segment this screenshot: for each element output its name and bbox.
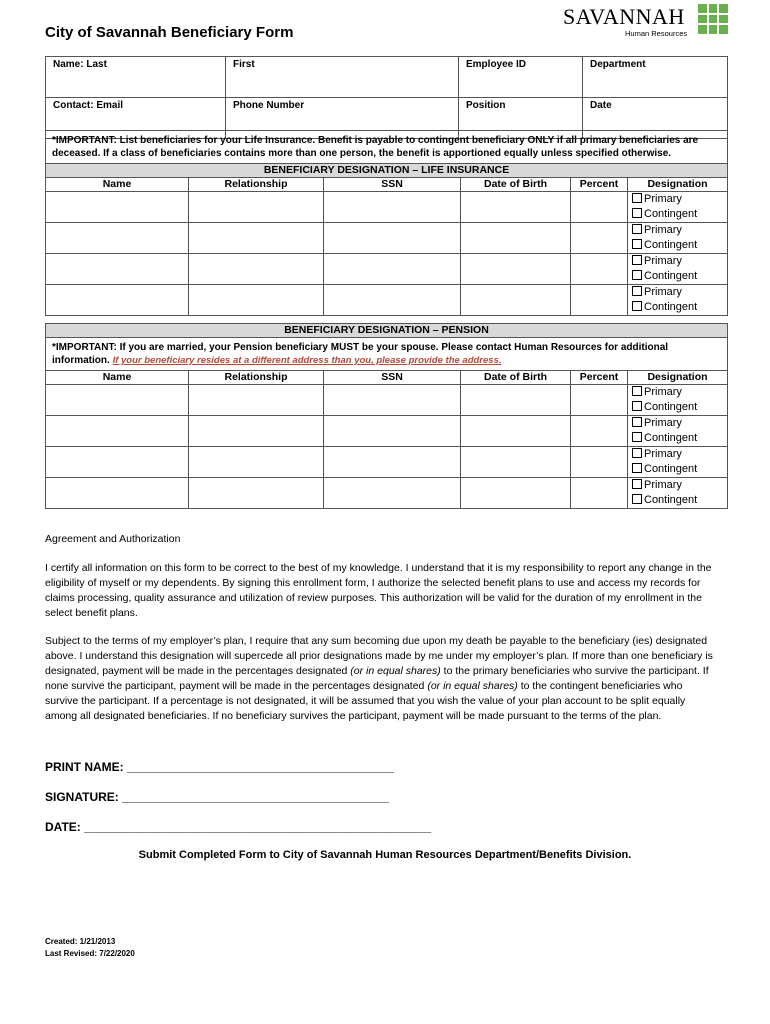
primary-option[interactable]: Primary: [632, 223, 727, 238]
percent-cell[interactable]: [571, 447, 628, 478]
dob-cell[interactable]: [461, 223, 571, 254]
relationship-cell[interactable]: [189, 285, 324, 316]
beneficiary-row: [46, 223, 728, 254]
email-field[interactable]: Contact: Email: [46, 98, 226, 139]
checkbox-icon[interactable]: [632, 417, 642, 427]
checkbox-icon[interactable]: [632, 193, 642, 203]
checkbox-icon[interactable]: [632, 239, 642, 249]
primary-option[interactable]: Primary: [632, 254, 727, 269]
signature-line[interactable]: SIGNATURE: ________________________________________: [45, 790, 390, 804]
logo-subtitle: Human Resources: [625, 29, 688, 38]
col-dob: Date of Birth: [461, 371, 571, 385]
beneficiary-name-cell[interactable]: [46, 385, 189, 416]
print-name-line[interactable]: PRINT NAME: ________________________________________: [45, 760, 394, 774]
checkbox-icon[interactable]: [632, 386, 642, 396]
contingent-option[interactable]: Contingent: [632, 493, 727, 508]
contingent-option[interactable]: Contingent: [632, 300, 727, 315]
designation-cell: [628, 478, 728, 509]
beneficiary-row: [46, 192, 728, 223]
checkbox-icon[interactable]: [632, 224, 642, 234]
position-field[interactable]: Position: [459, 98, 583, 139]
beneficiary-row: [46, 447, 728, 478]
dob-cell[interactable]: [461, 416, 571, 447]
logo-wordmark: SAVANNAH: [563, 4, 685, 29]
beneficiary-name-cell[interactable]: [46, 254, 189, 285]
percent-cell[interactable]: [571, 416, 628, 447]
col-relationship: Relationship: [189, 178, 324, 192]
life-notice: *IMPORTANT: List beneficiaries for your Life Insurance. Benefit is payable to contingent beneficiary ONLY if all primary beneficiaries are deceased. If a class of beneficiaries contains more than one person, the benefit is apportioned equally unless specified otherwise.: [46, 131, 728, 164]
designation-cell: [628, 285, 728, 316]
beneficiary-name-cell[interactable]: [46, 223, 189, 254]
relationship-cell[interactable]: [189, 385, 324, 416]
contingent-option[interactable]: Contingent: [632, 462, 727, 477]
percent-cell[interactable]: [571, 285, 628, 316]
checkbox-icon[interactable]: [632, 255, 642, 265]
primary-option[interactable]: Primary: [632, 385, 727, 400]
ssn-cell[interactable]: [324, 385, 461, 416]
life-insurance-table: [45, 130, 728, 316]
col-ssn: SSN: [324, 371, 461, 385]
employee-info-table: [45, 56, 728, 139]
contingent-option[interactable]: Contingent: [632, 431, 727, 446]
percent-cell[interactable]: [571, 478, 628, 509]
ssn-cell[interactable]: [324, 416, 461, 447]
designation-cell: [628, 447, 728, 478]
col-name: Name: [46, 178, 189, 192]
dob-cell[interactable]: [461, 192, 571, 223]
agreement-paragraph-2: Subject to the terms of my employer’s plan, I require that any sum becoming due upon my death be payable to the beneficiary (ies) designated above. I understand this designation will supercede all prior designations made by me under my employer’s plan. If more than one beneficiary is designated, payment will be made in the percentages designated (or in equal shares) to the primary beneficiaries who survive the participant. If none survive the participant, payment will be made in the percentages designated (or in equal shares) to the contingent beneficiaries who survive the participant. If a percentage is not designated, it will be assumed that you wish the value of your plan account to be split equally among all designated beneficiaries. If no beneficiary survives the participant, payment will be made pursuant to the terms of the plan.: [45, 635, 713, 722]
contingent-option[interactable]: Contingent: [632, 400, 727, 415]
checkbox-icon[interactable]: [632, 286, 642, 296]
agreement-paragraph-1: I certify all information on this form to be correct to the best of my knowledge. I understand that it is my responsibility to report any change in the eligibility of myself or my dependents. By signing this enrollment form, I authorize the selected benefit plans to use and access my records for claims processing, quality assurance and utilization of review purposes. This authorization will be valid for the duration of my enrollment in the select benefit plans.: [45, 562, 712, 619]
contingent-option[interactable]: Contingent: [632, 207, 727, 222]
dob-cell[interactable]: [461, 447, 571, 478]
relationship-cell[interactable]: [189, 447, 324, 478]
date-line[interactable]: DATE: ____________________________________________________: [45, 820, 432, 834]
beneficiary-name-cell[interactable]: [46, 285, 189, 316]
checkbox-icon[interactable]: [632, 432, 642, 442]
designation-cell: [628, 192, 728, 223]
beneficiary-name-cell[interactable]: [46, 192, 189, 223]
beneficiary-name-cell[interactable]: [46, 478, 189, 509]
employee-id-field[interactable]: Employee ID: [459, 57, 583, 98]
department-field[interactable]: Department: [583, 57, 728, 98]
relationship-cell[interactable]: [189, 416, 324, 447]
phone-field[interactable]: Phone Number: [226, 98, 459, 139]
col-name: Name: [46, 371, 189, 385]
ssn-cell[interactable]: [324, 478, 461, 509]
designation-cell: [628, 416, 728, 447]
contingent-option[interactable]: Contingent: [632, 269, 727, 284]
relationship-cell[interactable]: [189, 254, 324, 285]
pension-address-note: If your beneficiary resides at a different address than you, please provide the address.: [112, 355, 502, 366]
contingent-option[interactable]: Contingent: [632, 238, 727, 253]
percent-cell[interactable]: [571, 254, 628, 285]
beneficiary-row: [46, 416, 728, 447]
name-last-field[interactable]: Name: Last: [46, 57, 226, 98]
ssn-cell[interactable]: [324, 192, 461, 223]
pension-notice-text: *IMPORTANT: If you are married, your Pension beneficiary MUST be your spouse. Please contact Human Resources for additional information.: [52, 342, 669, 366]
beneficiary-name-cell[interactable]: [46, 416, 189, 447]
col-relationship: Relationship: [189, 371, 324, 385]
dob-cell[interactable]: [461, 285, 571, 316]
logo-grid-icon: [698, 4, 728, 34]
pension-table: [45, 323, 728, 509]
ssn-cell[interactable]: [324, 223, 461, 254]
percent-cell[interactable]: [571, 385, 628, 416]
col-ssn: SSN: [324, 178, 461, 192]
beneficiary-row: [46, 254, 728, 285]
ssn-cell[interactable]: [324, 285, 461, 316]
beneficiary-name-cell[interactable]: [46, 447, 189, 478]
relationship-cell[interactable]: [189, 192, 324, 223]
pension-section-header: BENEFICIARY DESIGNATION – PENSION: [46, 324, 728, 338]
checkbox-icon[interactable]: [632, 270, 642, 280]
primary-option[interactable]: Primary: [632, 416, 727, 431]
life-section-header: BENEFICIARY DESIGNATION – LIFE INSURANCE: [46, 164, 728, 178]
checkbox-icon[interactable]: [632, 463, 642, 473]
col-designation: Designation: [628, 178, 728, 192]
checkbox-icon[interactable]: [632, 479, 642, 489]
pension-notice: [46, 338, 728, 371]
beneficiary-row: [46, 285, 728, 316]
revised-date: Last Revised: 7/22/2020: [45, 949, 135, 958]
beneficiary-row: [46, 385, 728, 416]
col-designation: Designation: [628, 371, 728, 385]
primary-option[interactable]: Primary: [632, 192, 727, 207]
percent-cell[interactable]: [571, 223, 628, 254]
primary-option[interactable]: Primary: [632, 478, 727, 493]
designation-cell: [628, 223, 728, 254]
beneficiary-row: [46, 478, 728, 509]
primary-option[interactable]: Primary: [632, 447, 727, 462]
submit-instruction: Submit Completed Form to City of Savannah Human Resources Department/Benefits Division.: [138, 849, 632, 861]
savannah-logo: [563, 4, 729, 38]
checkbox-icon[interactable]: [632, 208, 642, 218]
date-field[interactable]: Date: [583, 98, 728, 139]
dob-cell[interactable]: [461, 254, 571, 285]
checkbox-icon[interactable]: [632, 301, 642, 311]
primary-option[interactable]: Primary: [632, 285, 727, 300]
designation-cell: [628, 385, 728, 416]
created-date: Created: 1/21/2013: [45, 937, 116, 946]
dob-cell[interactable]: [461, 478, 571, 509]
ssn-cell[interactable]: [324, 447, 461, 478]
ssn-cell[interactable]: [324, 254, 461, 285]
percent-cell[interactable]: [571, 192, 628, 223]
relationship-cell[interactable]: [189, 223, 324, 254]
dob-cell[interactable]: [461, 385, 571, 416]
checkbox-icon[interactable]: [632, 448, 642, 458]
agreement-heading: Agreement and Authorization: [45, 533, 181, 545]
checkbox-icon[interactable]: [632, 494, 642, 504]
col-percent: Percent: [571, 178, 628, 192]
checkbox-icon[interactable]: [632, 401, 642, 411]
designation-cell: [628, 254, 728, 285]
col-percent: Percent: [571, 371, 628, 385]
relationship-cell[interactable]: [189, 478, 324, 509]
col-dob: Date of Birth: [461, 178, 571, 192]
first-name-field[interactable]: First: [226, 57, 459, 98]
page-title: City of Savannah Beneficiary Form: [45, 24, 294, 41]
